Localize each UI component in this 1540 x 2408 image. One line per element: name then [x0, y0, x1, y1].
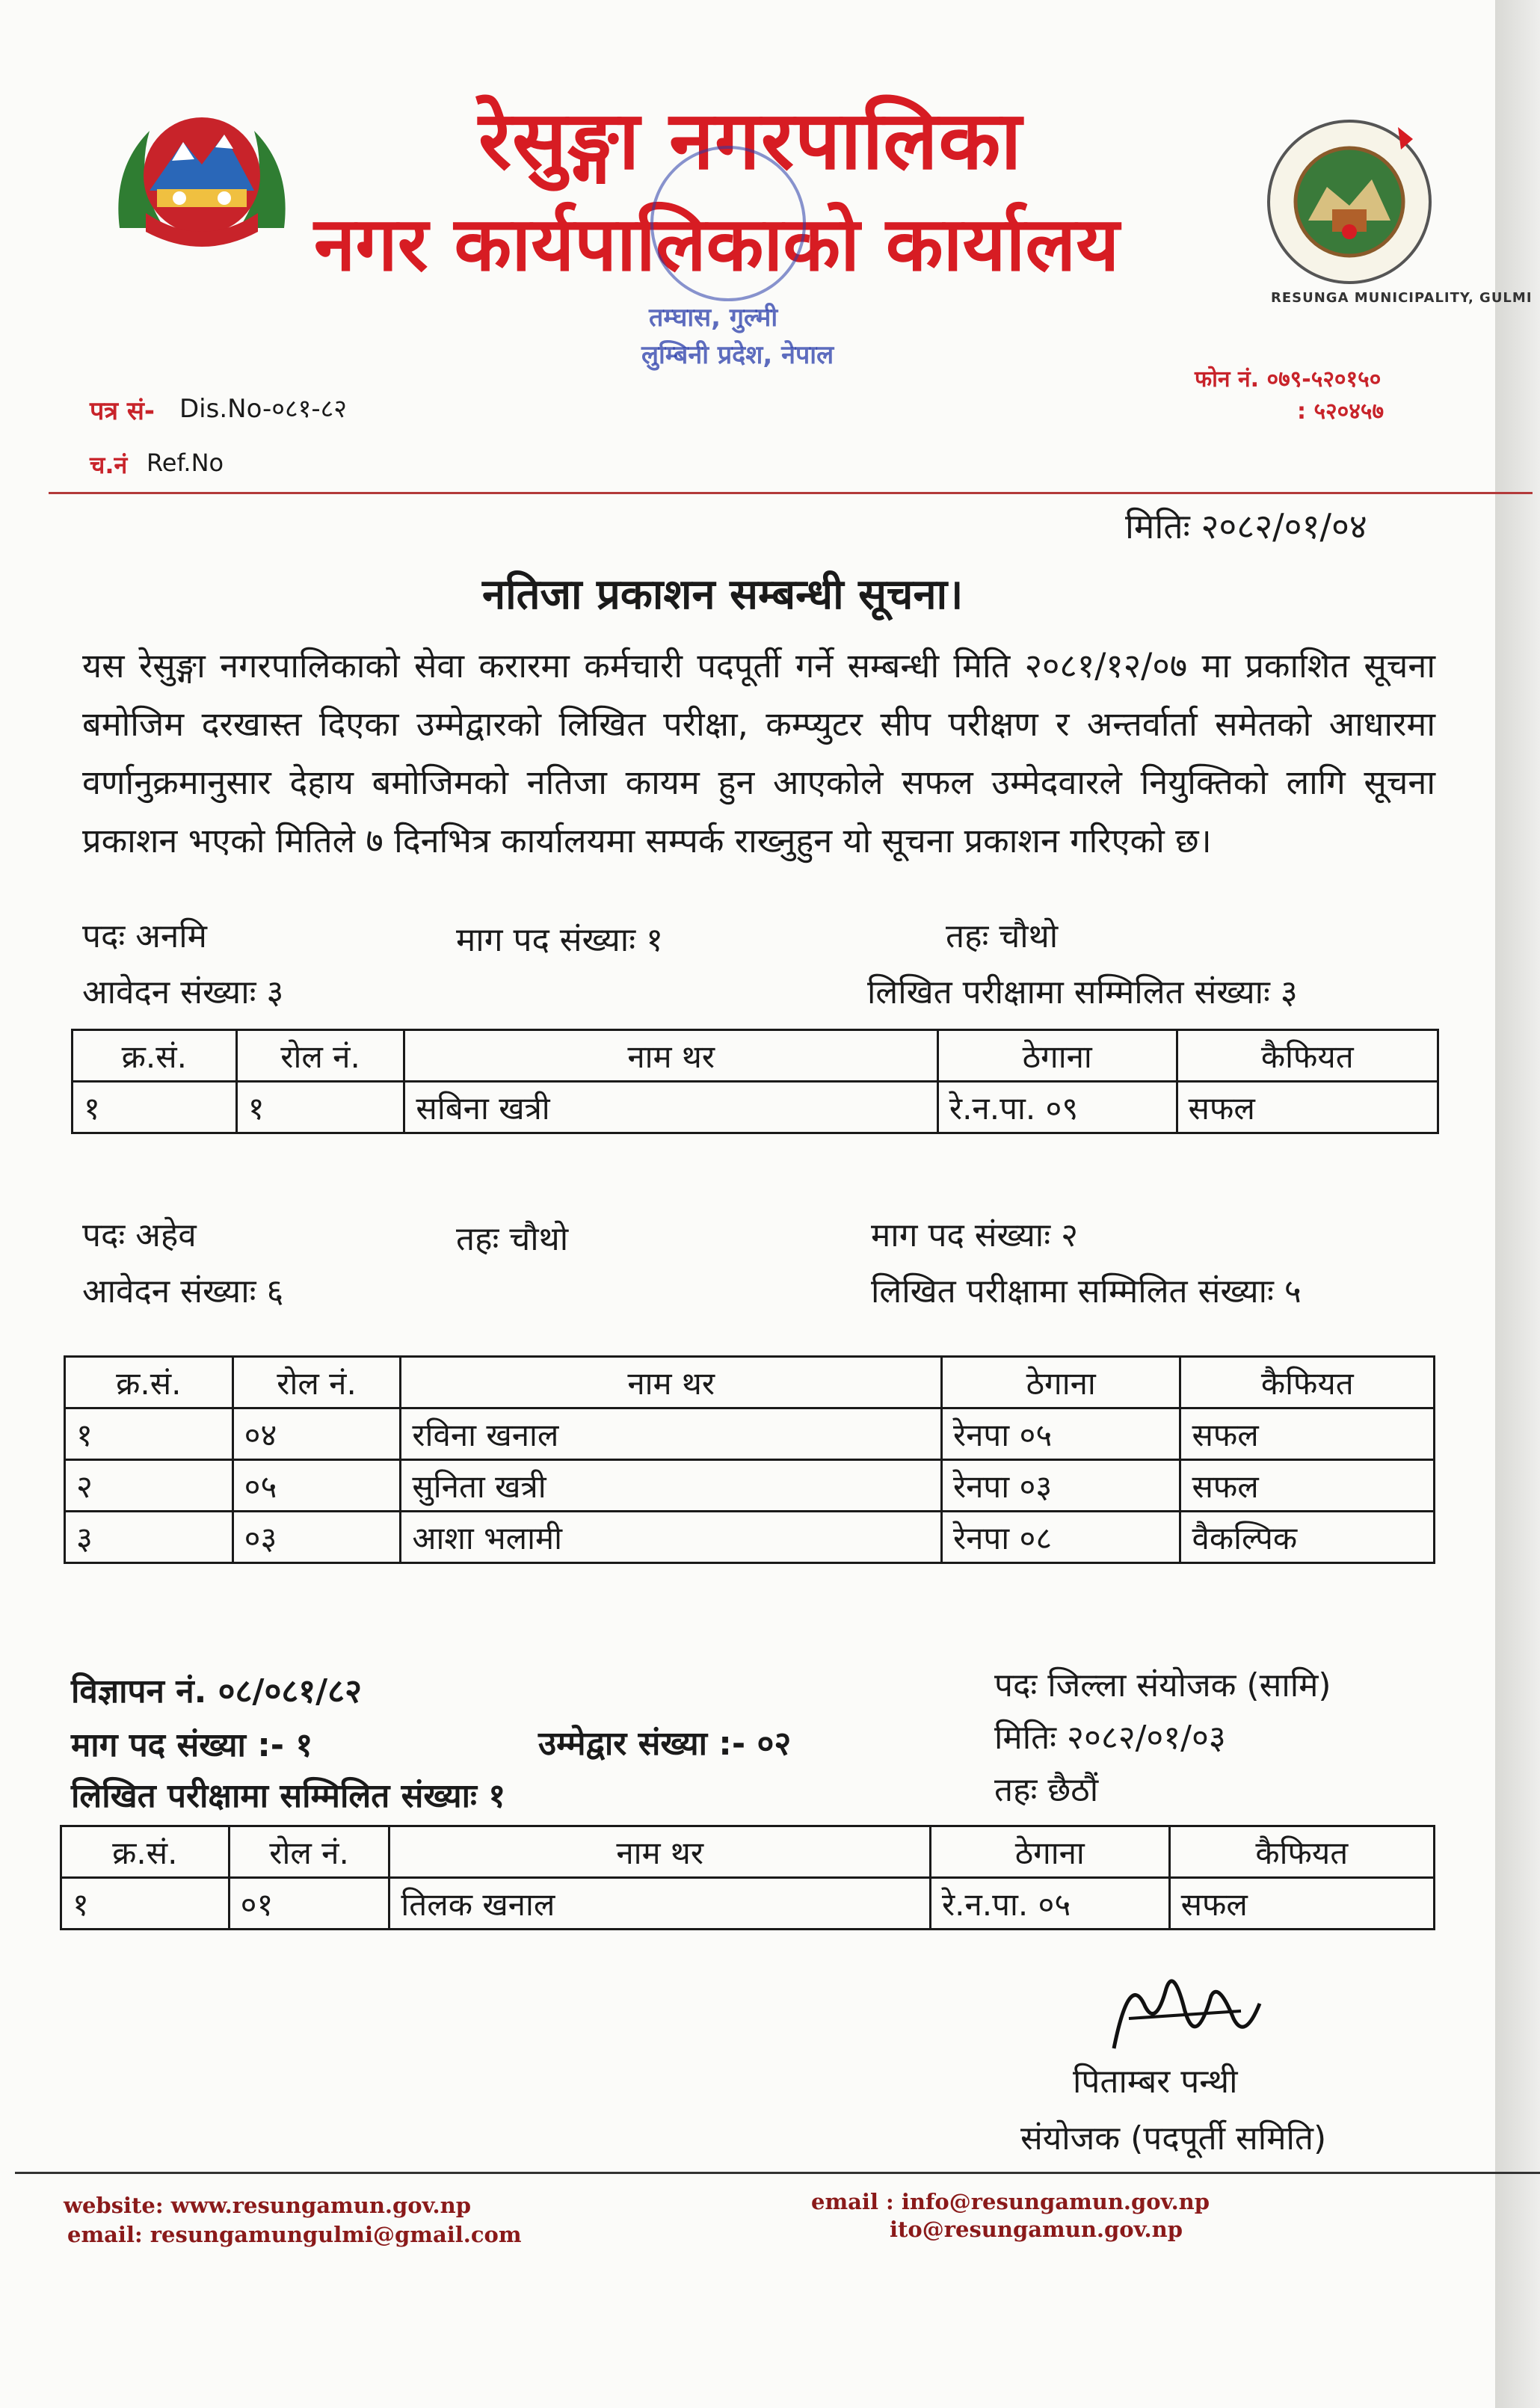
s1-demand: माग पद संख्याः १ — [456, 921, 663, 959]
s3-post: पदः जिल्ला संयोजक (सामि) — [994, 1666, 1331, 1705]
col-address: ठेगाना — [941, 1357, 1180, 1408]
cell-name: सबिना खत्री — [404, 1082, 937, 1133]
cell-sn: २ — [65, 1460, 233, 1512]
chalani-value: Ref.No — [147, 449, 224, 477]
office-name-heading: नगर कार्यपालिकाको कार्यालय — [314, 200, 1120, 288]
s2-result-table — [64, 1355, 1435, 1564]
signatory-designation: संयोजक (पदपूर्ती समिति) — [1020, 2119, 1327, 2158]
s1-applications: आवेदन संख्याः ३ — [82, 973, 284, 1011]
cell-remarks: सफल — [1177, 1082, 1438, 1133]
s3-notice-no: विज्ञापन नं. ०८/०८१/८२ — [71, 1672, 362, 1710]
phone-value-2: : ५२०४५७ — [1297, 398, 1385, 425]
patra-label: पत्र सं- — [90, 396, 155, 426]
table-row — [65, 1460, 1435, 1512]
table-header-row — [61, 1826, 1435, 1878]
footer-divider — [15, 2172, 1540, 2174]
cell-name: तिलक खनाल — [389, 1878, 931, 1930]
cell-sn: १ — [65, 1408, 233, 1460]
s2-post: पदः अहेव — [82, 1216, 197, 1254]
s3-written: लिखित परीक्षामा सम्मिलित संख्याः १ — [71, 1777, 506, 1815]
cell-name: आशा भलामी — [401, 1512, 942, 1563]
cell-roll: ०४ — [232, 1408, 401, 1460]
s3-result-table — [60, 1825, 1435, 1930]
cell-remarks: सफल — [1180, 1460, 1435, 1512]
col-remarks: कैफियत — [1177, 1030, 1438, 1082]
seal-caption: RESUNGA MUNICIPALITY, GULMI — [1271, 290, 1533, 306]
col-name: नाम थर — [404, 1030, 937, 1082]
table-header-row — [65, 1357, 1435, 1408]
cell-sn: ३ — [65, 1512, 233, 1563]
s3-candidates: उम्मेद्वार संख्या :- ०२ — [538, 1725, 792, 1763]
s3-demand: माग पद संख्या :- १ — [71, 1726, 313, 1764]
footer-email-right-1: email : info@resungamun.gov.np — [811, 2189, 1210, 2214]
col-roll: रोल नं. — [236, 1030, 404, 1082]
page-binding-edge — [1495, 0, 1540, 2408]
signatory-name: पिताम्बर पन्थी — [1073, 2063, 1238, 2101]
cell-address: रेनपा ०३ — [941, 1460, 1180, 1512]
stamp-location-line2: लुम्बिनी प्रदेश, नेपाल — [641, 340, 834, 370]
office-stamp — [650, 146, 806, 301]
s2-applications: आवेदन संख्याः ६ — [82, 1272, 284, 1311]
col-sn: क्र.सं. — [65, 1357, 233, 1408]
cell-roll: ०३ — [232, 1512, 401, 1563]
table-row — [65, 1408, 1435, 1460]
cell-remarks: सफल — [1169, 1878, 1434, 1930]
cell-address: रेनपा ०५ — [941, 1408, 1180, 1460]
s2-demand: माग पद संख्याः २ — [871, 1216, 1078, 1254]
org-name-heading: रेसुङ्गा नगरपालिका — [478, 94, 1023, 188]
col-remarks: कैफियत — [1169, 1826, 1434, 1878]
phone-label: फोन नं. ०७९-५२०१५० — [1195, 366, 1382, 392]
chalani-label: च.नं — [90, 451, 128, 479]
col-sn: क्र.सं. — [73, 1030, 237, 1082]
footer-email-right-2: ito@resungamun.gov.np — [890, 2217, 1183, 2242]
s2-written: लिखित परीक्षामा सम्मिलित संख्याः ५ — [871, 1272, 1302, 1311]
footer-email-left: email: resungamungulmi@gmail.com — [67, 2222, 522, 2247]
s1-written: लिखित परीक्षामा सम्मिलित संख्याः ३ — [867, 973, 1298, 1011]
municipality-seal-logo — [1263, 112, 1435, 292]
col-sn: क्र.सं. — [61, 1826, 230, 1878]
cell-name: सुनिता खत्री — [401, 1460, 942, 1512]
stamp-location-line1: तम्घास, गुल्मी — [649, 303, 778, 333]
nepal-emblem-logo — [105, 101, 299, 265]
cell-sn: १ — [61, 1878, 230, 1930]
col-address: ठेगाना — [937, 1030, 1177, 1082]
table-header-row — [73, 1030, 1438, 1082]
col-roll: रोल नं. — [229, 1826, 389, 1878]
notice-body: यस रेसुङ्गा नगरपालिकाको सेवा करारमा कर्मचारी पदपूर्ती गर्ने सम्बन्धी मिति २०८१/१२/०७ मा प्रकाशित सूचना बमोजिम दरखास्त दिएका उम्मेद्वारको लिखित परीक्षा, कम्प्युटर सीप परीक्षण र अन्तर्वार्ता समेतको आधारमा वर्णानुक्रमानुसार देहाय बमोजिमको नतिजा कायम हुन आएकोले सफल उम्मेदवारले नियुक्तिको लागि सूचना प्रकाशन भएको मितिले ७ दिनभित्र कार्यालयमा सम्पर्क राख्नुहुन यो सूचना प्रकाशन गरिएको छ। — [82, 646, 1435, 860]
notice-title: नतिजा प्रकाशन सम्बन्धी सूचना। — [482, 570, 964, 619]
notice-date: मितिः २०८२/०१/०४ — [1125, 506, 1367, 546]
col-name: नाम थर — [401, 1357, 942, 1408]
patra-value: Dis.No-०८१-८२ — [179, 394, 347, 424]
s1-result-table — [71, 1029, 1439, 1134]
cell-address: रेनपा ०८ — [941, 1512, 1180, 1563]
s1-post: पदः अनमि — [82, 917, 207, 955]
col-roll: रोल नं. — [232, 1357, 401, 1408]
col-remarks: कैफियत — [1180, 1357, 1435, 1408]
handwritten-signature — [1084, 1959, 1271, 2071]
s2-level: तहः चौथो — [456, 1220, 569, 1258]
header-divider — [49, 492, 1533, 494]
cell-address: रे.न.पा. ०९ — [937, 1082, 1177, 1133]
cell-roll: ०५ — [232, 1460, 401, 1512]
cell-sn: १ — [73, 1082, 237, 1133]
cell-remarks: सफल — [1180, 1408, 1435, 1460]
table-row — [65, 1512, 1435, 1563]
s1-level: तहः चौथो — [946, 917, 1059, 955]
col-name: नाम थर — [389, 1826, 931, 1878]
s3-date: मितिः २०८२/०१/०३ — [994, 1719, 1226, 1757]
cell-roll: ०१ — [229, 1878, 389, 1930]
table-row — [73, 1082, 1438, 1133]
footer-website: website: www.resungamun.gov.np — [64, 2193, 472, 2218]
cell-roll: १ — [236, 1082, 404, 1133]
cell-remarks: वैकल्पिक — [1180, 1512, 1435, 1563]
cell-address: रे.न.पा. ०५ — [930, 1878, 1169, 1930]
table-row — [61, 1878, 1435, 1930]
s3-level: तहः छैठौं — [994, 1771, 1099, 1809]
col-address: ठेगाना — [930, 1826, 1169, 1878]
cell-name: रविना खनाल — [401, 1408, 942, 1460]
